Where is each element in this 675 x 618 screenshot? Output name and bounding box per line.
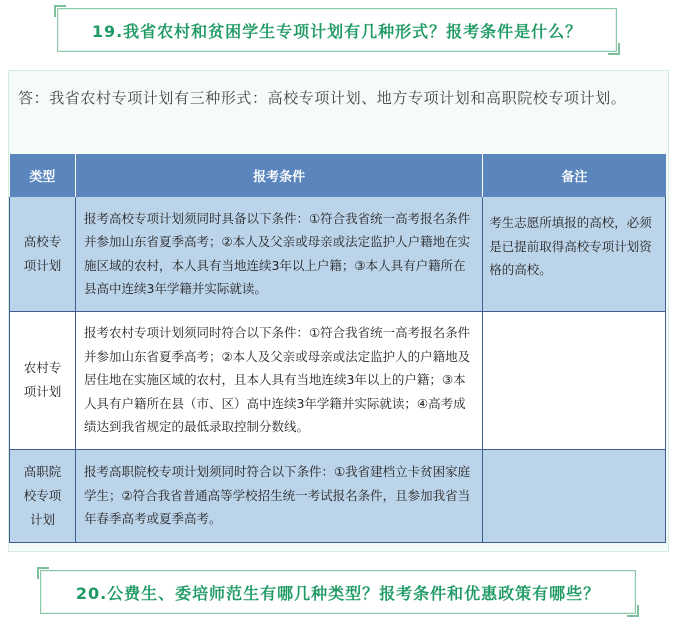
- type-cell: [10, 197, 76, 311]
- question-20-box: [40, 570, 636, 614]
- type-label: 高职院校专项计划: [23, 463, 62, 527]
- note-cell: [483, 311, 666, 449]
- note-text: 考生志愿所填报的高校，必须是已提前取得高校专项计划资格的高校。: [489, 215, 652, 278]
- table-row: [10, 449, 666, 542]
- note-cell: [483, 197, 666, 311]
- type-label: 高校专项计划: [23, 233, 62, 273]
- header-note: 备注: [483, 154, 666, 197]
- table-row: [10, 311, 666, 449]
- note-text: [489, 312, 659, 326]
- table-row: [10, 197, 666, 311]
- type-cell: [10, 449, 76, 542]
- table-header-row: [10, 154, 666, 197]
- question-20-title: 20.公费生、委培师范生有哪几种类型？报考条件和优惠政策有哪些？: [75, 584, 601, 603]
- type-cell: [10, 311, 76, 449]
- question-19-box: [57, 8, 617, 52]
- special-plan-table: [9, 154, 666, 543]
- note-text: [489, 450, 659, 464]
- answer-text: 答：我省农村专项计划有三种形式：高校专项计划、地方专项计划和高职院校专项计划。: [18, 89, 627, 107]
- note-cell: [483, 449, 666, 542]
- question-19-title: 19.我省农村和贫困学生专项计划有几种形式？报考条件是什么？: [91, 22, 583, 41]
- type-label: 农村专项计划: [23, 360, 62, 399]
- condition-cell: 报考高校专项计划须同时具备以下条件：①符合我省统一高考报名条件并参加山东省夏季高考；②本人及父亲或母亲或法定监护人户籍地在实施区域的农村，本人具有当地连续3年以上户籍；③本人具有户籍所在县高中连续3年学籍并实际就读。: [75, 197, 482, 311]
- header-type: 类型: [10, 154, 76, 197]
- condition-cell: 报考高职院校专项计划须同时符合以下条件：①我省建档立卡贫困家庭学生；②符合我省普通高等学校招生统一考试报名条件，且参加我省当年春季高考或夏季高考。: [75, 449, 482, 542]
- condition-cell: 报考农村专项计划须同时符合以下条件：①符合我省统一高考报名条件并参加山东省夏季高考；②本人及父亲或母亲或法定监护人的户籍地及居住地在实施区域的农村，且本人具有当地连续3年以上的户籍；③本人具有户籍所在县（市、区）高中连续3年学籍并实际就读；④高考成绩达到我省规定的最低录取控制分数线。: [75, 311, 482, 449]
- header-condition: 报考条件: [75, 154, 482, 197]
